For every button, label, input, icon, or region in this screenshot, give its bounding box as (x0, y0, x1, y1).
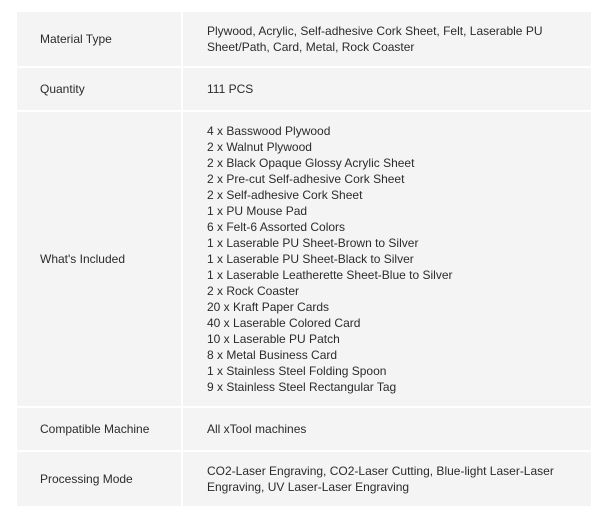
spec-label-compatible-machine: Compatible Machine (17, 408, 181, 450)
list-item: 4 x Basswood Plywood (207, 124, 331, 138)
list-item: 1 x Laserable PU Sheet-Brown to Silver (207, 236, 419, 250)
list-item: 2 x Black Opaque Glossy Acrylic Sheet (207, 156, 415, 170)
spec-value-compatible-machine: All xTool machines (183, 408, 591, 450)
list-item: 2 x Self-adhesive Cork Sheet (207, 188, 363, 202)
list-item: 10 x Laserable PU Patch (207, 332, 340, 346)
spec-label-processing-mode: Processing Mode (17, 452, 181, 506)
spec-table (17, 12, 591, 506)
spec-label-quantity: Quantity (17, 68, 181, 110)
list-item: 6 x Felt-6 Assorted Colors (207, 220, 346, 234)
list-item: 8 x Metal Business Card (207, 348, 338, 362)
list-item: 1 x Laserable PU Sheet-Black to Silver (207, 252, 414, 266)
spec-row-processing-mode (17, 452, 591, 506)
spec-label-material-type: Material Type (17, 12, 181, 66)
spec-label-whats-included: What's Included (17, 112, 181, 406)
spec-row-whats-included (17, 112, 591, 406)
spec-row-quantity (17, 68, 591, 110)
list-item: 2 x Walnut Plywood (207, 140, 312, 154)
list-item: 1 x Laserable Leatherette Sheet-Blue to Silver (207, 268, 453, 282)
list-item: 2 x Rock Coaster (207, 284, 300, 298)
spec-row-material-type (17, 12, 591, 66)
list-item: 2 x Pre-cut Self-adhesive Cork Sheet (207, 172, 405, 186)
spec-value-whats-included (183, 112, 591, 406)
spec-value-material-type: Plywood, Acrylic, Self-adhesive Cork Sheet, Felt, Laserable PU Sheet/Path, Card, Metal, Rock Coaster (183, 12, 591, 66)
spec-value-processing-mode: CO2-Laser Engraving, CO2-Laser Cutting, Blue-light Laser-Laser Engraving, UV Laser-Laser Engraving (183, 452, 591, 506)
list-item: 40 x Laserable Colored Card (207, 316, 361, 330)
list-item: 20 x Kraft Paper Cards (207, 300, 330, 314)
spec-row-compatible-machine (17, 408, 591, 450)
spec-value-quantity: 111 PCS (183, 68, 591, 110)
list-item: 1 x Stainless Steel Folding Spoon (207, 364, 387, 378)
list-item: 9 x Stainless Steel Rectangular Tag (207, 380, 397, 394)
list-item: 1 x PU Mouse Pad (207, 204, 308, 218)
included-items-list (207, 123, 452, 395)
